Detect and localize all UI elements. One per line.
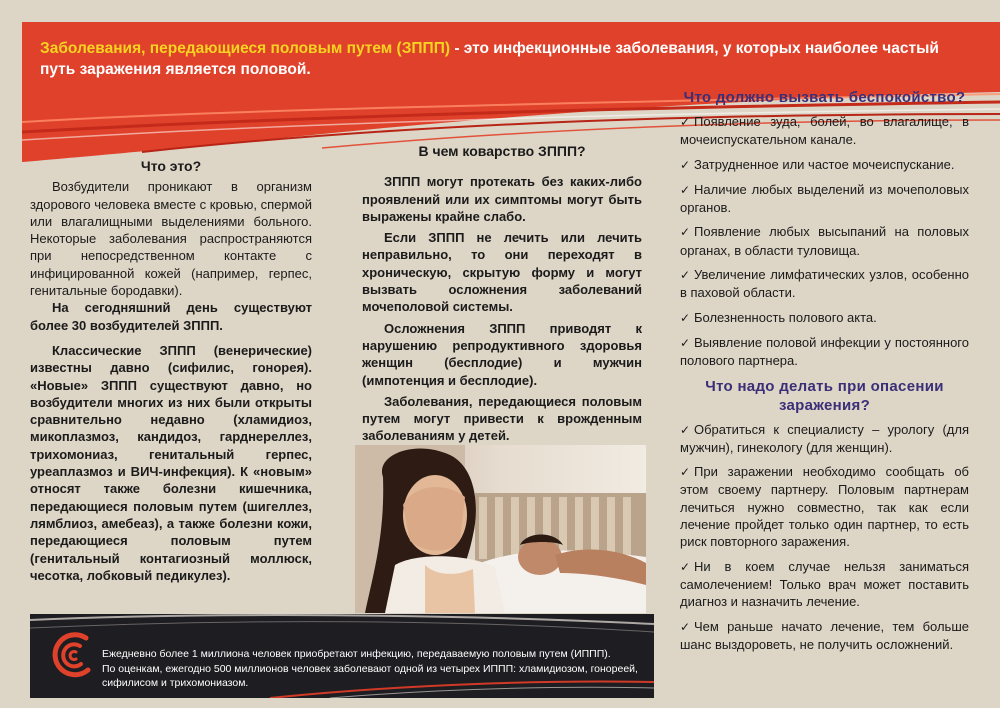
footer-text: [102, 647, 647, 691]
paragraph-classic-new: Классические ЗППП (венерические) известны давно (сифилис, гонорея). «Новые» ЗППП существуют давно, но возбудители многих из них были открыты сравнительно недавно (хламидиоз, микоплазмоз, кандидоз, гарднереллез, трихомониаз, генитальный герпес, уреаплазмоз и ВИЧ-инфекция). К «новым» относят также болезни кишечника, передающиеся половым путем (шигеллез, лямблиоз, амебеаз), а также болезни кожи, передающиеся половым путем (генитальный контагиозный моллюск, чесотка, лобковый педикулез).: [30, 342, 312, 583]
checkmark-icon: ✓: [680, 465, 691, 480]
list-item: ✓ Увеличение лимфатических узлов, особенно в паховой области.: [680, 267, 969, 301]
heading-what-to-do: Что надо делать при опасении заражения?: [705, 377, 944, 414]
checkmark-icon: ✓: [680, 157, 691, 172]
list-item: ✓ При заражении необходимо сообщать об этом своему партнеру. Половым партнерам лечиться нужно совместно, так как если лечение пройдет только один партнер, то есть риск повторного заражения.: [680, 464, 969, 550]
list-item: ✓ Наличие любых выделений из мочеполовых органов.: [680, 181, 969, 216]
checkmark-icon: ✓: [680, 268, 691, 283]
heading-warning-signs: Что должно вызвать беспокойство?: [683, 89, 966, 106]
title-rest: - это инфекционные заболевания, у которых наиболее частый путь заражения является половой.: [40, 40, 939, 78]
paragraph-complications: Осложнения ЗППП приводят к нарушению репродуктивного здоровья женщин (бесплодие) и мужчин (импотенция и бесплодие).: [362, 320, 642, 388]
list-item: ✓ Появление любых высыпаний на половых органах, в области туловища.: [680, 224, 969, 258]
checkmark-icon: ✓: [680, 310, 691, 325]
checkmark-icon: ✓: [680, 422, 691, 437]
paragraph-pathogens: Возбудители проникают в организм здорового человека вместе с кровью, спермой или влагалищными выделениями больного. Некоторые заболевания распространяются при непосредственном контакте с инфицированной кожей (например, герпес, генитальные бородавки).: [30, 179, 312, 299]
heading-what-is-it: Что это?: [140, 158, 202, 174]
list-item: ✓ Затрудненное или частое мочеиспускание.: [680, 156, 969, 174]
footer-line-2: По оценкам, ежегодно 500 миллионов человек заболевают одной из четырех ИППП: хламидиозом, гонореей, сифилисом и трихомониазом.: [102, 662, 638, 689]
list-item: ✓ Чем раньше начато лечение, тем больше шанс выздороветь, не получить осложнений.: [680, 618, 969, 652]
checkmark-icon: ✓: [680, 335, 691, 350]
paragraph-count: На сегодняшний день существуют более 30 возбудителей ЗППП.: [30, 300, 312, 333]
title-highlight: Заболевания, передающиеся половым путем (ЗППП): [40, 40, 451, 57]
column-warning-signs: [680, 88, 969, 660]
column-insidiousness: [362, 143, 642, 449]
checkmark-icon: ✓: [680, 559, 691, 574]
heading-insidiousness: В чем коварство ЗППП?: [418, 143, 586, 159]
paragraph-no-symptoms: ЗППП могут протекать без каких-либо проявлений или их симптомы могут быть выражены крайне слабо.: [362, 174, 642, 224]
list-item: ✓ Появление зуда, болей, во влагалище, в мочеиспускательном канале.: [680, 114, 969, 148]
checkmark-icon: ✓: [680, 115, 691, 129]
list-item: ✓ Болезненность полового акта.: [680, 309, 969, 327]
paragraph-congenital: Заболевания, передающиеся половым путем могут привести к врожденным заболеваниям у детей.: [362, 393, 642, 444]
footer-line-1: Ежедневно более 1 миллиона человек приобретают инфекцию, передаваемую половым путем (ИППП).: [102, 648, 611, 660]
column-what-is-it: [30, 158, 312, 584]
page-title: [40, 38, 960, 80]
list-item: ✓ Выявление половой инфекции у постоянного полового партнера.: [680, 334, 969, 369]
checkmark-icon: ✓: [680, 225, 691, 240]
couple-in-bed-photo: [355, 445, 646, 613]
checkmark-icon: ✓: [680, 619, 691, 634]
list-item: ✓ Ни в коем случае нельзя заниматься самолечением! Только врач может поставить диагноз и назначить лечение.: [680, 558, 969, 610]
checkmark-icon: ✓: [680, 182, 691, 197]
list-item: ✓ Обратиться к специалисту – урологу (для мужчин), гинекологу (для женщин).: [680, 421, 969, 455]
logo-icon: [50, 630, 95, 680]
paragraph-chronic: Если ЗППП не лечить или лечить неправильно, то они переходят в хроническую, скрытую форму и могут вызвать осложнения заболеваний мочеполовой системы.: [362, 230, 642, 315]
